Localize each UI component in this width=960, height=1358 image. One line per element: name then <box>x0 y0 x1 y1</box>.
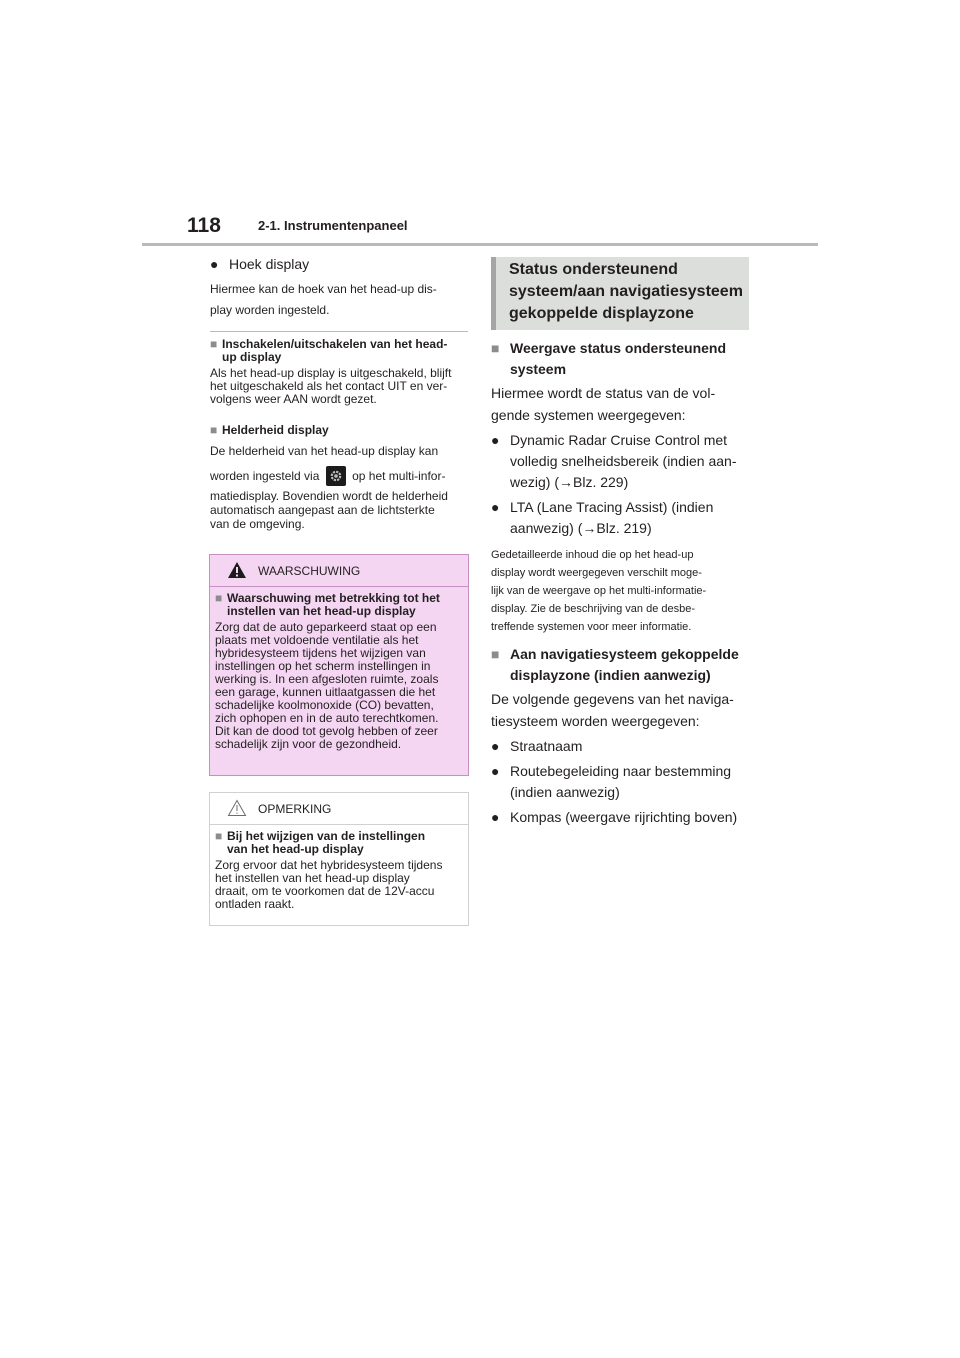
warning-heading: ■ Waarschuwing met betrekking tot het instellen van het head-up display <box>215 591 440 618</box>
nav-heading: ■ Aan navigatiesysteem gekoppelde displayzone (indien aanwezig) <box>491 646 739 683</box>
square-marker-icon: ■ <box>210 337 218 351</box>
helderheid-heading: ■ Helderheid display <box>210 423 329 437</box>
warning-content <box>210 587 468 751</box>
bullet-dot: ● <box>491 809 500 825</box>
square-marker-icon: ■ <box>491 340 500 356</box>
warning-triangle-icon <box>227 561 247 579</box>
section-title: 2-1. Instrumentenpaneel <box>258 218 408 233</box>
helderheid-body: De helderheid van het head-up display kan worden ingesteld via op het multi-infor- <box>210 441 468 487</box>
caution-outline-icon <box>227 799 247 817</box>
square-marker-icon: ■ <box>491 646 500 662</box>
bullet-dot: ● <box>491 432 500 448</box>
warning-text: Zorg dat de auto geparkeerd staat op een plaats met voldoende ventilatie als het hybridesysteem tijdens het wijzigen van instellingen op het scherm instellingen in werking is. In een afgesloten ruimte, zoals een garage, kunnen uitlaatgassen die het schadelijke koolmonoxide (CO) bevatten, zich ophopen en in de auto terechtkomen. Dit kan de dood tot gevolg hebben of zeer schadelijk zijn voor de gezondheid. <box>215 620 439 751</box>
header-divider <box>142 243 818 246</box>
warning-title: WAARSCHUWING <box>258 564 361 578</box>
inschakelen-section <box>210 338 468 406</box>
page-number: 118 <box>187 214 221 237</box>
note-title: OPMERKING <box>258 802 332 816</box>
square-marker-icon: ■ <box>215 829 223 843</box>
bullet-dot: ● <box>491 763 500 779</box>
status-section-title-box <box>491 257 749 330</box>
warning-header <box>210 555 468 587</box>
inschakelen-body: Als het head-up display is uitgeschakeld, blijft het uitgeschakeld als het contact UIT en ver- volgens weer AAN wordt gezet. <box>210 366 452 406</box>
note-text: Zorg ervoor dat het hybridesysteem tijdens het instellen van het head-up display draait, om te voorkomen dat de 12V-accu ontladen raakt. <box>215 858 443 911</box>
inschakelen-heading: ■ Inschakelen/uitschakelen van het head- up display <box>210 337 448 364</box>
weergave-heading: ■ Weergave status ondersteunend systeem <box>491 340 727 377</box>
nav-body: De volgende gegevens van het naviga- tiesysteem worden weergegeven: <box>491 691 734 729</box>
warning-box <box>209 554 469 776</box>
detail-note: Gedetailleerde inhoud die op het head-up display wordt weergegeven verschilt moge- lijk van de weergave op het multi-informatie- display. Zie de beschrijving van de desbe- treffende systemen voor meer informatie. <box>491 549 707 633</box>
square-marker-icon: ■ <box>210 423 218 437</box>
section-divider <box>210 331 468 332</box>
note-header <box>210 793 468 825</box>
bullet-lta: ● LTA (Lane Tracing Assist) (indien aanwezig) (→Blz. 219) <box>491 499 714 536</box>
hoek-description: Hiermee kan de hoek van het head-up dis- play worden ingesteld. <box>210 282 437 317</box>
settings-gear-icon <box>326 466 346 486</box>
note-heading: ■ Bij het wijzigen van de instellingen van het head-up display <box>215 829 426 856</box>
weergave-section <box>491 338 751 828</box>
bullet-straatnaam: ● Straatnaam <box>491 736 751 757</box>
bullet-dot: ● <box>491 738 500 754</box>
helderheid-section: ■ Helderheid display De helderheid van het head-up display kan worden ingesteld via op het multi-infor- matiedisplay. Bovendien wordt de helderheid automatisch aangepast aan de lichtsterkte van de omgeving. <box>210 424 468 531</box>
bullet-dot: ● <box>210 256 219 272</box>
bullet-route: ● Routebegeleiding naar bestemming (indien aanwezig) <box>491 763 732 800</box>
bullet-drcc: ● Dynamic Radar Cruise Control met volledig snelheidsbereik (indien aan- wezig) (→Blz. 229) <box>491 432 737 490</box>
square-marker-icon: ■ <box>215 591 223 605</box>
note-box <box>209 792 469 926</box>
status-section-title: Status ondersteunend systeem/aan navigatiesysteem gekoppelde displayzone <box>509 261 743 322</box>
weergave-body: Hiermee wordt de status van de vol- gende systemen weergegeven: <box>491 385 716 423</box>
note-content <box>210 825 468 911</box>
bullet-dot: ● <box>491 499 500 515</box>
bullet-kompas: ● Kompas (weergave rijrichting boven) <box>491 807 751 828</box>
bullet-hoek-display: ● Hoek display <box>210 253 468 275</box>
